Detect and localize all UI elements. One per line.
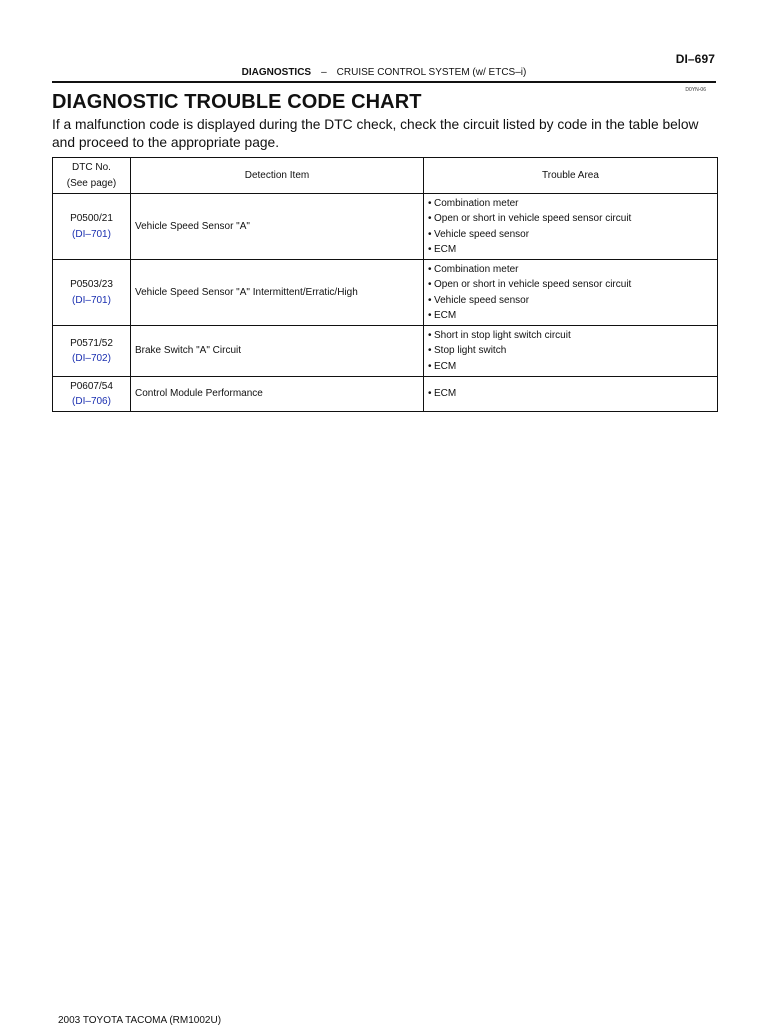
trouble-area-cell (424, 194, 718, 260)
trouble-area-item (428, 211, 713, 227)
trouble-area-text: ECM (434, 388, 457, 400)
header-trouble-area: Trouble Area (424, 158, 718, 194)
bullet-icon: • (428, 329, 432, 341)
detection-item: Vehicle Speed Sensor "A" Intermittent/Erratic/High (131, 260, 424, 326)
page-reference-link[interactable]: (DI–706) (72, 396, 111, 407)
table-row (53, 194, 718, 260)
header-dtc-no (53, 158, 131, 194)
trouble-area-text: ECM (434, 360, 457, 372)
section-name: DIAGNOSTICS (241, 67, 312, 78)
intro-paragraph (52, 116, 732, 152)
dtc-table (52, 157, 718, 412)
detection-item: Vehicle Speed Sensor "A" (131, 194, 424, 260)
trouble-area-text: Vehicle speed sensor (434, 228, 530, 240)
trouble-area-item (428, 359, 713, 375)
trouble-area-item (428, 277, 713, 293)
trouble-area-text: Open or short in vehicle speed sensor circuit (434, 213, 632, 224)
intro-line-1: If a malfunction code is displayed during the DTC check, check the circuit listed by code in the table below (52, 117, 699, 132)
trouble-area-item (428, 242, 713, 258)
trouble-area-text: ECM (434, 310, 457, 321)
dtc-code-cell (53, 326, 131, 377)
trouble-area-text: Combination meter (434, 263, 519, 275)
dtc-code: P0503/23 (70, 279, 113, 290)
bullet-icon: • (428, 310, 432, 321)
bullet-icon: • (428, 345, 432, 357)
dtc-code-cell (53, 377, 131, 412)
trouble-area-text: Open or short in vehicle speed sensor circuit (434, 279, 632, 290)
section-header (52, 67, 716, 81)
detection-item: Brake Switch "A" Circuit (131, 326, 424, 377)
trouble-area-item (428, 328, 713, 344)
trouble-area-cell (424, 377, 718, 412)
bullet-icon: • (428, 228, 432, 240)
trouble-area-text: Combination meter (434, 197, 519, 209)
page-reference-link[interactable]: (DI–701) (72, 228, 111, 240)
table-row (53, 260, 718, 326)
trouble-area-cell (424, 326, 718, 377)
bullet-icon: • (428, 197, 432, 209)
page-reference-link[interactable]: (DI–701) (72, 294, 111, 306)
table-header-row (53, 158, 718, 194)
bullet-icon: • (428, 244, 432, 255)
trouble-area-item (428, 386, 713, 402)
subsection-name: CRUISE CONTROL SYSTEM (w/ ETCS–i) (336, 67, 527, 78)
page-number: DI–697 (675, 52, 715, 66)
trouble-area-text: Short in stop light switch circuit (434, 329, 571, 341)
dtc-code-cell (53, 260, 131, 326)
intro-line-2: and proceed to the appropriate page. (52, 135, 280, 150)
page-footer: 2003 TOYOTA TACOMA (RM1002U) (58, 1015, 222, 1026)
header-detection-item: Detection Item (131, 158, 424, 194)
trouble-area-cell (424, 260, 718, 326)
header-see-page-label: (See page) (66, 177, 117, 189)
trouble-area-text: Stop light switch (434, 345, 507, 357)
detection-item: Control Module Performance (131, 377, 424, 412)
bullet-icon: • (428, 360, 432, 372)
page-reference-link[interactable]: (DI–702) (72, 353, 111, 364)
bullet-icon: • (428, 263, 432, 275)
bullet-icon: • (428, 279, 432, 290)
table-row (53, 377, 718, 412)
dtc-code: P0571/52 (70, 337, 113, 349)
page-title: DIAGNOSTIC TROUBLE CODE CHART (52, 91, 422, 113)
header-rule (52, 81, 716, 83)
header-dtc-no-label: DTC No. (72, 162, 111, 173)
table-row (53, 326, 718, 377)
bullet-icon: • (428, 213, 432, 224)
trouble-area-item (428, 262, 713, 278)
trouble-area-text: Vehicle speed sensor (434, 294, 530, 306)
trouble-area-item (428, 196, 713, 212)
dtc-code: P0500/21 (70, 213, 113, 224)
trouble-area-item (428, 227, 713, 243)
bullet-icon: • (428, 294, 432, 306)
section-separator: – (321, 67, 327, 78)
dtc-code: P0607/54 (70, 380, 113, 392)
trouble-area-text: ECM (434, 244, 457, 255)
bullet-icon: • (428, 388, 432, 400)
trouble-area-item (428, 343, 713, 359)
document-code: D0YN-06 (685, 87, 706, 93)
trouble-area-item (428, 293, 713, 309)
dtc-code-cell (53, 194, 131, 260)
trouble-area-item (428, 308, 713, 324)
